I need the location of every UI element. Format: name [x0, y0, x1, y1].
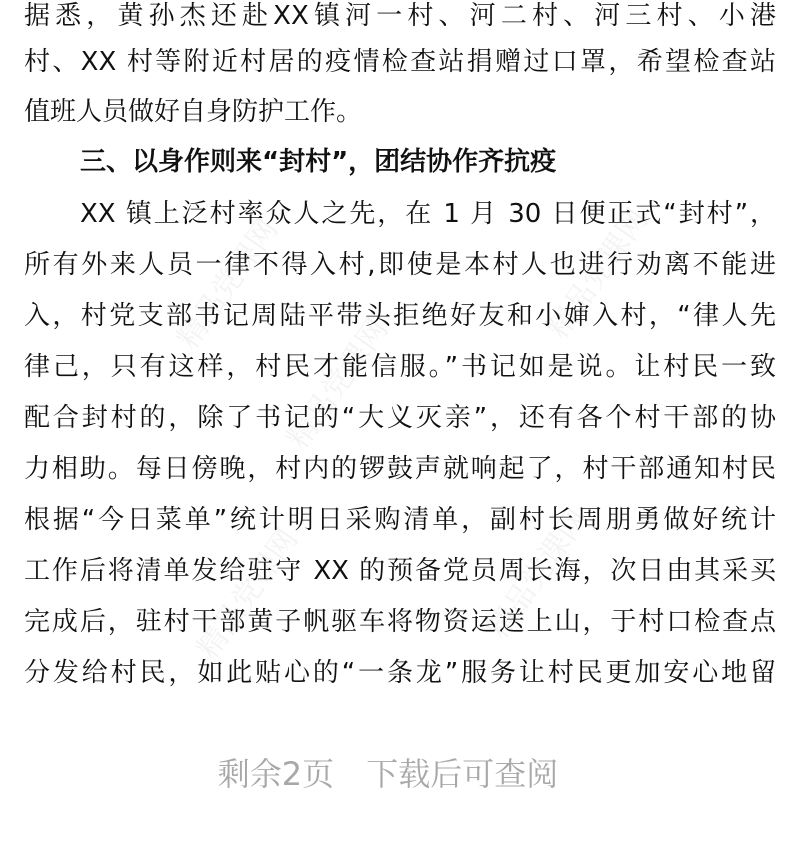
- text-line: 值班人员做好自身防护工作。: [24, 97, 363, 127]
- watermark: 精品党课网: [480, 502, 596, 646]
- text-line: 分发给村民，如此贴心的“一条龙”服务让村民更加安心地留: [24, 658, 776, 688]
- text-line: 律己，只有这样，村民才能信服。”书记如是说。让村民一致: [24, 352, 776, 382]
- text-line: 据悉，黄孙杰还赴XX镇河一村、河二村、河三村、小港: [24, 1, 776, 31]
- watermark: 精品党课网: [190, 522, 306, 666]
- text-line: 根据“今日菜单”统计明日采购清单，副村长周朋勇做好统计: [24, 505, 776, 535]
- watermark: 精品党课网: [170, 212, 286, 356]
- text-line: 入，村党支部书记周陆平带头拒绝好友和小婶入村，“律人先: [24, 301, 776, 331]
- text-line: 工作后将清单发给驻守 XX 的预备党员周长海，次日由其采买: [24, 556, 776, 586]
- watermark: 精品党课网: [280, 312, 396, 456]
- text-line: 力相助。每日傍晚，村内的锣鼓声就响起了，村干部通知村民: [24, 454, 776, 484]
- section-heading: 三、以身作则来“封村”，团结协作齐抗疫: [80, 147, 557, 177]
- remaining-pages-notice[interactable]: 剩余2页 下载后可查阅: [217, 755, 559, 793]
- text-line: 村、XX 村等附近村居的疫情检查站捐赠过口罩，希望检查站: [24, 47, 776, 77]
- text-line: 配合封村的，除了书记的“大义灭亲”，还有各个村干部的协: [24, 403, 776, 433]
- text-line: 所有外来人员一律不得入村,即使是本村人也进行劝离不能进: [24, 250, 776, 280]
- text-line: XX 镇上泛村率众人之先，在 1 月 30 日便正式“封村”，: [80, 199, 776, 229]
- watermark: 精品党课网: [540, 202, 656, 346]
- text-line: 完成后，驻村干部黄子帆驱车将物资运送上山，于村口检查点: [24, 607, 776, 637]
